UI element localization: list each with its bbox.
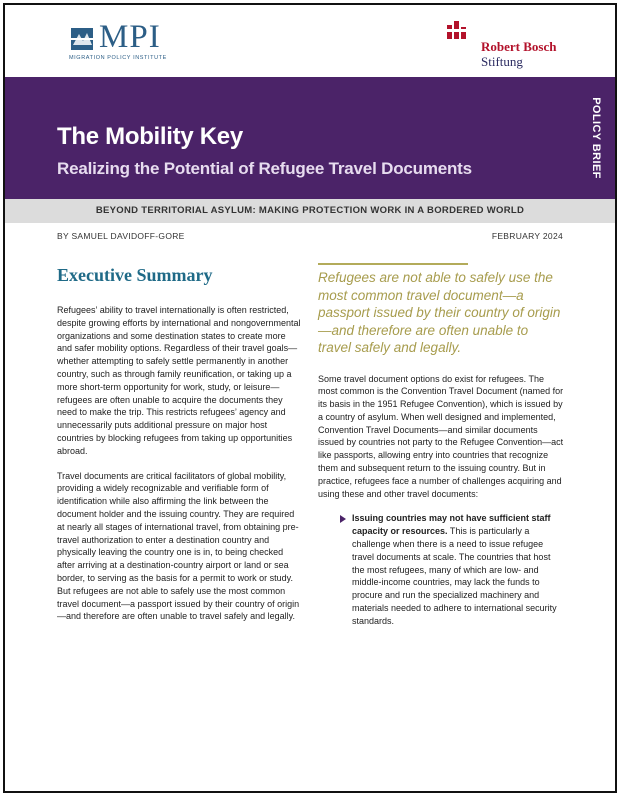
mpi-logo-subtitle: MIGRATION POLICY INSTITUTE (69, 55, 167, 61)
series-title: BEYOND TERRITORIAL ASYLUM: MAKING PROTECTION WORK IN A BORDERED WORLD (95, 205, 525, 216)
right-column (318, 263, 564, 628)
summary-paragraph: Travel documents are critical facilitators of global mobility, providing a widely recognizable and verifiable form of identification while also affirming the link between the document holder and the issuing country. They are required at nearly all stages of international travel, from obtaining pre-travel authorization to enter a destination country and physically leaving the country one is in, to being checked after arriving at a destination-country airport or land or sea border, to serving as the basis for a permit to work or study. But refugees are not able to safely use the most common travel document—a passport issued by their country of origin—and therefore are often unable to travel safely and legally. (57, 470, 300, 622)
policy-brief-page (3, 3, 617, 793)
bullet-text: This is particularly a challenge when there is a need to issue refugee travel documents at scale. The countries that host the most refugees, many of which are low- and middle-income countries, may lack the funds to procure and run the specialized machinery and materials needed to adhere to international security standards. (352, 526, 557, 626)
mpi-globe-icon (69, 25, 97, 53)
summary-paragraph: Refugees’ ability to travel internationally is often restricted, despite growing efforts by international and nongovernmental organizations and some destination states to create more and safer mobility options. Regardless of their travel goals—whether attempting to safely settle permanently in another country, such as through family reunification, or taking up a more short-term opportunity for work, study, or leisure—refugees are often unable to acquire the documents they need to make the trip. This restricts refugees’ agency and unnecessarily puts additional pressure on major host countries by blocking refugees from taking up opportunities abroad. (57, 305, 301, 456)
document-title: The Mobility Key (57, 123, 243, 150)
partner-name-line1: Robert Bosch (481, 39, 557, 54)
triangle-bullet-icon (340, 515, 346, 523)
publication-date: FEBRUARY 2024 (491, 231, 563, 241)
mpi-logo (69, 19, 189, 63)
executive-summary-heading: Executive Summary (57, 265, 213, 285)
bullet-item (318, 512, 564, 627)
robert-bosch-stiftung-logo (445, 19, 570, 69)
bullet-lead: Issuing countries may not have sufficient staff capacity or resources. (352, 513, 551, 537)
left-column (57, 265, 301, 635)
series-bar (5, 199, 615, 223)
body-paragraph: Some travel document options do exist for refugees. The most common is the Convention Travel Document (named for its basis in the 1951 Refugee Convention), which is issued by a country of asylum. When well designed and implemented, Convention Travel Documents—and similar documents issued by countries not party to the Refugee Convention—act like passports, allowing entry into countries that recognize them and subsequent return to the issuing country. But in practice, refugees face a number of challenges acquiring and using these and other travel documents: (318, 373, 564, 499)
mpi-logo-text: MPI (99, 19, 161, 55)
document-subtitle: Realizing the Potential of Refugee Travel Documents (57, 159, 472, 178)
pull-quote: Refugees are not able to safely use the most common travel document—a passport issued by their country of origin—and therefore are often unable to travel safely and legally. (318, 270, 561, 355)
partner-name-line2: Stiftung (481, 54, 523, 69)
policy-brief-label: POLICY BRIEF (590, 97, 602, 179)
policy-brief-tag (577, 77, 615, 199)
author-byline: BY SAMUEL DAVIDOFF-GORE (57, 231, 185, 241)
bosch-mark-icon (445, 19, 471, 43)
pull-quote-rule (318, 263, 468, 265)
title-band (5, 77, 615, 199)
